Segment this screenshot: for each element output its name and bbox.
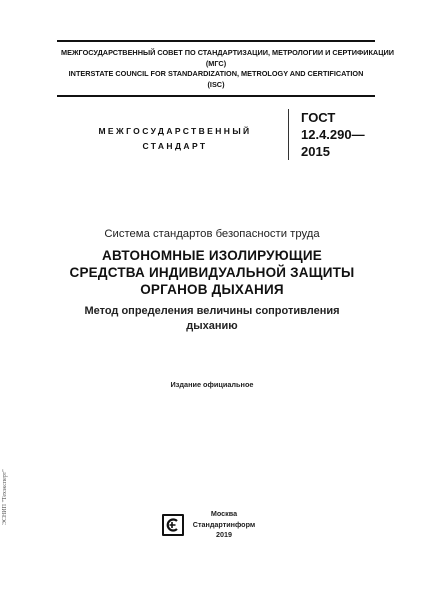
standartinform-logo-icon — [162, 514, 184, 536]
side-watermark: ЭСНИП "Техэксперт" — [2, 469, 8, 525]
publisher-name: Стандартинформ — [192, 519, 256, 529]
standard-type-label — [80, 124, 270, 154]
standard-type-line1: МЕЖГОСУДАРСТВЕННЫЙ — [98, 126, 252, 136]
council-name-ru: МЕЖГОСУДАРСТВЕННЫЙ СОВЕТ ПО СТАНДАРТИЗАЦИИ, МЕТРОЛОГИИ И СЕРТИФИКАЦИИ — [61, 48, 395, 57]
council-header — [57, 40, 395, 97]
title-block — [40, 226, 384, 334]
sub-title-line1: Метод определения величины сопротивления — [84, 305, 340, 317]
system-title: Система стандартов безопасности труда — [104, 228, 320, 240]
edition-label: Издание официальное — [170, 380, 254, 389]
main-title-line2: СРЕДСТВА ИНДИВИДУАЛЬНОЙ ЗАЩИТЫ — [69, 265, 355, 280]
main-title-line1: АВТОНОМНЫЕ ИЗОЛИРУЮЩИЕ — [102, 248, 322, 263]
council-name-en: INTERSTATE COUNCIL FOR STANDARDIZATION, METROLOGY AND CERTIFICATION — [68, 69, 364, 78]
publisher-block — [162, 509, 282, 553]
gost-designation — [288, 109, 391, 160]
main-title-line3: ОРГАНОВ ДЫХАНИЯ — [140, 282, 284, 297]
gost-prefix: ГОСТ — [301, 110, 336, 125]
gost-year: 2015 — [301, 144, 330, 159]
publisher-year: 2019 — [216, 530, 232, 539]
publisher-text — [189, 509, 259, 541]
main-title — [40, 247, 384, 298]
council-abbr-en: (ISC) — [207, 79, 225, 89]
sub-title — [40, 304, 384, 334]
standard-type-line2: СТАНДАРТ — [142, 141, 208, 151]
publisher-city: Москва — [210, 509, 238, 518]
council-abbr-ru: (МГС) — [205, 58, 227, 68]
gost-number: 12.4.290— — [301, 127, 365, 142]
sub-title-line2: дыханию — [186, 320, 238, 332]
